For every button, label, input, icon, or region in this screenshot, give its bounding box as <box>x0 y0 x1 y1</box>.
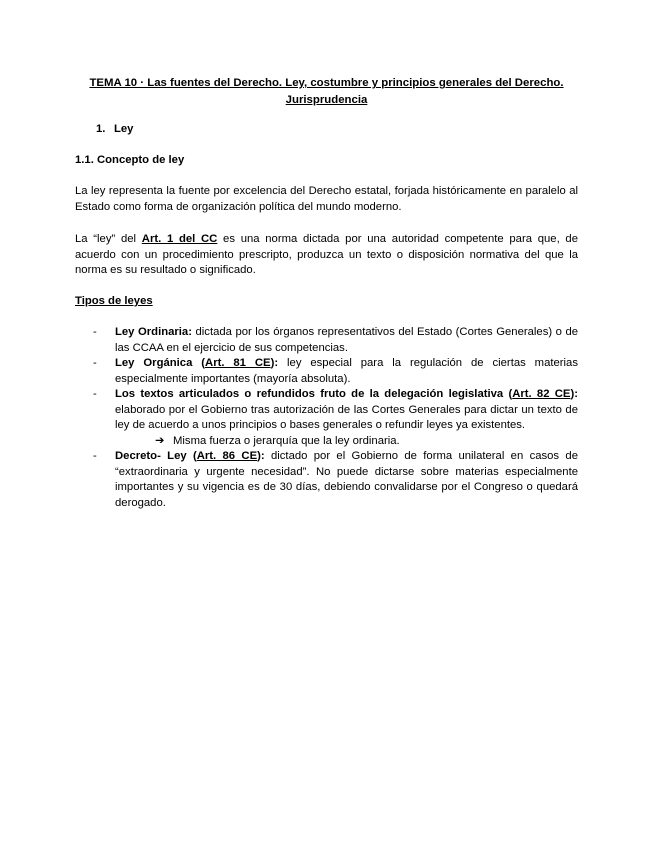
arrow-right-icon: ➔ <box>155 434 165 447</box>
term-label-end: ): <box>570 388 578 400</box>
term-label-end: ): <box>270 357 279 369</box>
sub-note <box>115 434 578 450</box>
section-heading-ley <box>96 122 133 138</box>
term-description: elaborado por el Gobierno tras autorización de las Cortes Generales para dictar un texto de ley de acuerdo a unos principios o bases generales o refundir leyes ya existentes. <box>115 403 578 431</box>
title-line-2: Jurisprudencia <box>285 94 368 106</box>
term-description: ley especial para la regulación de ciertas materias especialmente importantes (mayoría absoluta). <box>115 357 578 385</box>
bullet-dash: - <box>93 450 97 462</box>
bullet-dash: - <box>93 357 97 369</box>
paragraph-intro: La ley representa la fuente por excelencia del Derecho estatal, forjada históricamente en paralelo al Estado como forma de organización política del mundo moderno. <box>75 185 578 213</box>
paragraph-text: La “ley” del <box>75 233 142 245</box>
list-item <box>75 449 578 511</box>
title-line-1: TEMA 10 · Las fuentes del Derecho. Ley, costumbre y principios generales del Derecho. <box>89 77 564 89</box>
term-label: Los textos articulados o refundidos fruto de la delegación legislativa ( <box>115 388 513 400</box>
tipos-list <box>75 325 578 511</box>
page-title <box>75 75 578 109</box>
term-label-end: ): <box>257 450 265 462</box>
article-reference-link: Art. 81 CE <box>205 357 271 369</box>
list-item <box>75 356 578 387</box>
term-label: Decreto- Ley ( <box>115 450 197 462</box>
article-reference-link: Art. 1 del CC <box>141 233 218 245</box>
bullet-dash: - <box>93 388 97 400</box>
list-item <box>75 387 578 449</box>
term-label: Ley Ordinaria: <box>115 326 192 338</box>
subsection-heading-concepto: 1.1. Concepto de ley <box>75 154 185 166</box>
list-item <box>75 325 578 356</box>
term-label: Ley Orgánica ( <box>115 357 206 369</box>
article-reference-link: Art. 86 CE <box>196 450 258 462</box>
bullet-dash: - <box>93 326 97 338</box>
section-label: Ley <box>114 123 134 135</box>
term-description: dictada por los órganos representativos del Estado (Cortes Generales) o de las CCAA en el ejercicio de sus competencias. <box>115 326 579 354</box>
tipos-heading: Tipos de leyes <box>75 295 153 307</box>
paragraph-text: es una norma dictada por una autoridad competente para que, de acuerdo con un procedimiento prescripto, produzca un texto o disposición normativa del que la norma es su resultado o significado. <box>75 233 578 276</box>
paragraph-ley-definition <box>75 232 578 279</box>
sub-note-text: Misma fuerza o jerarquía que la ley ordinaria. <box>173 434 400 447</box>
term-description: dictado por el Gobierno de forma unilateral en casos de “extraordinaria y urgente necesidad”. No puede dictarse sobre materias especialmente importantes y su vigencia es de 30 días, debiendo convalidarse por el Congreso o quedará derogado. <box>115 450 578 509</box>
article-reference-link: Art. 82 CE <box>512 388 571 400</box>
section-number: 1. <box>96 123 106 135</box>
